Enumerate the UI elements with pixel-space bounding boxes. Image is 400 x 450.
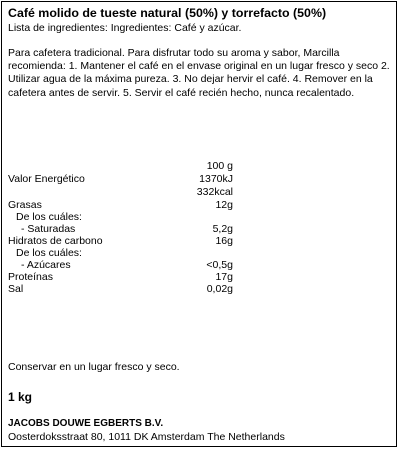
fat-label: Grasas: [8, 199, 42, 211]
energy-label: Valor Energético: [8, 173, 85, 185]
fat-value: 12g: [215, 199, 233, 211]
salt-label: Sal: [8, 283, 24, 295]
saturates-label: - Saturadas: [21, 223, 76, 235]
company-name: JACOBS DOUWE EGBERTS B.V.: [8, 418, 164, 429]
instruction-line: Utilizar agua de la máxima pureza. 3. No dejar hervir el café. 4. Remover en la: [8, 73, 373, 86]
company-address: Oosterdoksstraat 80, 1011 DK Amsterdam The Netherlands: [8, 431, 285, 443]
nutrition-per-header: 100 g: [206, 160, 233, 172]
carbs-value: 16g: [215, 235, 233, 247]
energy-kj-value: 1370kJ: [199, 173, 233, 185]
energy-kcal-value: 332kcal: [196, 186, 233, 198]
instruction-line: cafetera antes de servir. 5. Servir el café recién hecho, nunca recalentado.: [8, 86, 355, 99]
instruction-line: recomienda: 1. Mantener el café en el envase original en un lugar fresco y seco 2.: [8, 60, 390, 73]
salt-value: 0,02g: [206, 283, 233, 295]
sugars-value: <0,5g: [206, 259, 233, 271]
carbs-of-which-label: De los cuáles:: [16, 247, 82, 259]
protein-value: 17g: [215, 271, 233, 283]
fat-of-which-label: De los cuáles:: [16, 211, 82, 223]
sugars-label: - Azúcares: [21, 259, 71, 271]
protein-label: Proteínas: [8, 271, 53, 283]
instruction-line: Para cafetera tradicional. Para disfrutar todo su aroma y sabor, Marcilla: [8, 47, 340, 59]
preparation-instructions: [8, 47, 394, 100]
storage-instructions: Conservar en un lugar fresco y seco.: [8, 361, 180, 373]
product-label: [1, 1, 397, 447]
ingredients-list: Lista de ingredientes: Ingredientes: Café y azúcar.: [8, 22, 242, 34]
product-title: Café molido de tueste natural (50%) y torrefacto (50%): [8, 6, 327, 20]
saturates-value: 5,2g: [212, 223, 233, 235]
net-weight: 1 kg: [8, 390, 33, 404]
carbs-label: Hidratos de carbono: [8, 235, 103, 247]
